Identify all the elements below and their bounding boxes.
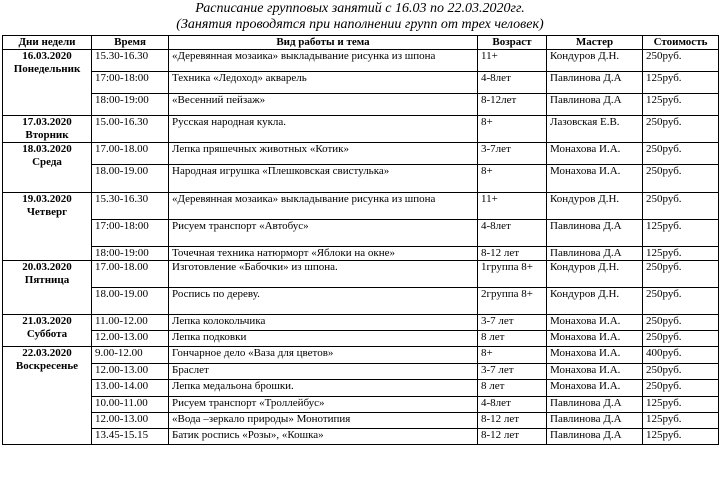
- day-cell: [3, 193, 92, 261]
- age-cell: 8+: [478, 116, 547, 143]
- table-row: [3, 50, 719, 72]
- time-cell: 9.00-12.00: [92, 347, 169, 364]
- day-weekday: Среда: [32, 156, 62, 168]
- master-cell: Монахова И.А.: [547, 347, 643, 364]
- price-cell: 250руб.: [643, 315, 719, 331]
- table-row: [3, 72, 719, 94]
- activity-cell: Рисуем транспорт «Автобус»: [169, 220, 478, 247]
- day-cell: [3, 315, 92, 347]
- master-cell: Кондуров Д.Н.: [547, 193, 643, 220]
- header-master: Мастер: [547, 36, 643, 50]
- time-cell: 17.00-18.00: [92, 261, 169, 288]
- activity-cell: «Весенний пейзаж»: [169, 94, 478, 116]
- day-weekday: Пятница: [24, 274, 70, 286]
- price-cell: 250руб.: [643, 364, 719, 380]
- activity-cell: Народная игрушка «Плешковская свистулька»: [169, 165, 478, 193]
- time-cell: 17.00-18.00: [92, 143, 169, 165]
- age-cell: 4-8лет: [478, 72, 547, 94]
- master-cell: Монахова И.А.: [547, 315, 643, 331]
- price-cell: 250руб.: [643, 261, 719, 288]
- master-cell: Монахова И.А.: [547, 165, 643, 193]
- master-cell: Кондуров Д.Н.: [547, 261, 643, 288]
- age-cell: 8-12 лет: [478, 413, 547, 429]
- price-cell: 125руб.: [643, 72, 719, 94]
- age-cell: 11+: [478, 193, 547, 220]
- activity-cell: Лепка колокольчика: [169, 315, 478, 331]
- table-row: [3, 220, 719, 247]
- time-cell: 15.30-16.30: [92, 193, 169, 220]
- price-cell: 250руб.: [643, 193, 719, 220]
- master-cell: Павлинова Д.А: [547, 397, 643, 413]
- age-cell: 3-7лет: [478, 143, 547, 165]
- age-cell: 8 лет: [478, 380, 547, 397]
- table-row: [3, 288, 719, 315]
- day-date: 18.03.2020: [22, 143, 72, 155]
- price-cell: 250руб.: [643, 116, 719, 143]
- header-day: Дни недели: [3, 36, 92, 50]
- age-cell: 8 лет: [478, 331, 547, 347]
- table-row: [3, 380, 719, 397]
- time-cell: 18.00-19.00: [92, 165, 169, 193]
- time-cell: 17:00-18:00: [92, 220, 169, 247]
- day-weekday: Вторник: [25, 129, 69, 141]
- page-subtitle: (Занятия проводятся при наполнении групп от трех человек): [176, 17, 544, 32]
- master-cell: Павлинова Д.А: [547, 220, 643, 247]
- master-cell: Павлинова Д.А: [547, 413, 643, 429]
- day-weekday: Суббота: [26, 328, 68, 340]
- table-row: [3, 143, 719, 165]
- header-activity: Вид работы и тема: [169, 36, 478, 50]
- day-weekday: Воскресенье: [15, 360, 79, 372]
- price-cell: 250руб.: [643, 165, 719, 193]
- activity-cell: «Вода –зеркало природы» Монотипия: [169, 413, 478, 429]
- age-cell: 8+: [478, 347, 547, 364]
- price-cell: 125руб.: [643, 94, 719, 116]
- table-row: [3, 247, 719, 261]
- price-cell: 125руб.: [643, 397, 719, 413]
- day-date: 22.03.2020: [22, 347, 72, 359]
- price-cell: 125руб.: [643, 413, 719, 429]
- price-cell: 250руб.: [643, 380, 719, 397]
- day-weekday: Четверг: [26, 206, 68, 218]
- day-date: 17.03.2020: [22, 116, 72, 128]
- activity-cell: Лепка медальона брошки.: [169, 380, 478, 397]
- time-cell: 13.00-14.00: [92, 380, 169, 397]
- price-cell: 250руб.: [643, 331, 719, 347]
- age-cell: 3-7 лет: [478, 364, 547, 380]
- time-cell: 17:00-18:00: [92, 72, 169, 94]
- activity-cell: Браслет: [169, 364, 478, 380]
- activity-cell: «Деревянная мозаика» выкладывание рисунка из шпона: [169, 193, 478, 220]
- price-cell: 125руб.: [643, 220, 719, 247]
- activity-cell: Точечная техника натюрморт «Яблоки на окне»: [169, 247, 478, 261]
- age-cell: 8-12 лет: [478, 247, 547, 261]
- page-title: Расписание групповых занятий с 16.03 по 22.03.2020гг.: [195, 1, 525, 16]
- day-cell: [3, 347, 92, 445]
- price-cell: 400руб.: [643, 347, 719, 364]
- time-cell: 18:00-19:00: [92, 94, 169, 116]
- master-cell: Монахова И.А.: [547, 364, 643, 380]
- header-time: Время: [92, 36, 169, 50]
- time-cell: 18:00-19:00: [92, 247, 169, 261]
- activity-cell: Гончарное дело «Ваза для цветов»: [169, 347, 478, 364]
- time-cell: 11.00-12.00: [92, 315, 169, 331]
- table-row: [3, 429, 719, 445]
- master-cell: Кондуров Д.Н.: [547, 288, 643, 315]
- activity-cell: Лепка подковки: [169, 331, 478, 347]
- master-cell: Павлинова Д.А: [547, 429, 643, 445]
- master-cell: Лазовская Е.В.: [547, 116, 643, 143]
- table-row: [3, 331, 719, 347]
- activity-cell: Техника «Ледоход» акварель: [169, 72, 478, 94]
- age-cell: 4-8лет: [478, 397, 547, 413]
- day-cell: [3, 261, 92, 315]
- activity-cell: Изготовление «Бабочки» из шпона.: [169, 261, 478, 288]
- activity-cell: Лепка пряшечных животных «Котик»: [169, 143, 478, 165]
- day-cell: [3, 143, 92, 193]
- time-cell: 15.00-16.30: [92, 116, 169, 143]
- schedule-body: [3, 50, 719, 445]
- time-cell: 12.00-13.00: [92, 331, 169, 347]
- table-row: [3, 94, 719, 116]
- price-cell: 125руб.: [643, 247, 719, 261]
- table-row: [3, 116, 719, 143]
- age-cell: 4-8лет: [478, 220, 547, 247]
- time-cell: 10.00-11.00: [92, 397, 169, 413]
- age-cell: 8+: [478, 165, 547, 193]
- day-cell: [3, 50, 92, 116]
- master-cell: Павлинова Д.А: [547, 94, 643, 116]
- day-date: 20.03.2020: [22, 261, 72, 273]
- activity-cell: Русская народная кукла.: [169, 116, 478, 143]
- table-row: [3, 413, 719, 429]
- activity-cell: Рисуем транспорт «Троллейбус»: [169, 397, 478, 413]
- schedule-table: [2, 35, 719, 445]
- table-row: [3, 315, 719, 331]
- age-cell: 1группа 8+: [478, 261, 547, 288]
- time-cell: 18.00-19.00: [92, 288, 169, 315]
- master-cell: Кондуров Д.Н.: [547, 50, 643, 72]
- day-weekday: Понедельник: [13, 63, 81, 75]
- time-cell: 15.30-16.30: [92, 50, 169, 72]
- price-cell: 125руб.: [643, 429, 719, 445]
- master-cell: Монахова И.А.: [547, 143, 643, 165]
- day-date: 19.03.2020: [22, 193, 72, 205]
- day-date: 16.03.2020: [22, 50, 72, 62]
- activity-cell: Роспись по дереву.: [169, 288, 478, 315]
- price-cell: 250руб.: [643, 143, 719, 165]
- price-cell: 250руб.: [643, 288, 719, 315]
- age-cell: 8-12лет: [478, 94, 547, 116]
- header-row: [3, 36, 719, 50]
- day-cell: [3, 116, 92, 143]
- header-age: Возраст: [478, 36, 547, 50]
- master-cell: Павлинова Д.А: [547, 247, 643, 261]
- table-row: [3, 347, 719, 364]
- age-cell: 8-12 лет: [478, 429, 547, 445]
- activity-cell: Батик роспись «Розы», «Кошка»: [169, 429, 478, 445]
- time-cell: 12.00-13.00: [92, 364, 169, 380]
- table-row: [3, 364, 719, 380]
- table-row: [3, 165, 719, 193]
- age-cell: 2группа 8+: [478, 288, 547, 315]
- age-cell: 3-7 лет: [478, 315, 547, 331]
- master-cell: Монахова И.А.: [547, 380, 643, 397]
- age-cell: 11+: [478, 50, 547, 72]
- price-cell: 250руб.: [643, 50, 719, 72]
- day-date: 21.03.2020: [22, 315, 72, 327]
- header-price: Стоимость: [643, 36, 719, 50]
- activity-cell: «Деревянная мозаика» выкладывание рисунка из шпона: [169, 50, 478, 72]
- master-cell: Павлинова Д.А: [547, 72, 643, 94]
- master-cell: Монахова И.А.: [547, 331, 643, 347]
- time-cell: 13.45-15.15: [92, 429, 169, 445]
- table-row: [3, 261, 719, 288]
- table-row: [3, 397, 719, 413]
- time-cell: 12.00-13.00: [92, 413, 169, 429]
- table-row: [3, 193, 719, 220]
